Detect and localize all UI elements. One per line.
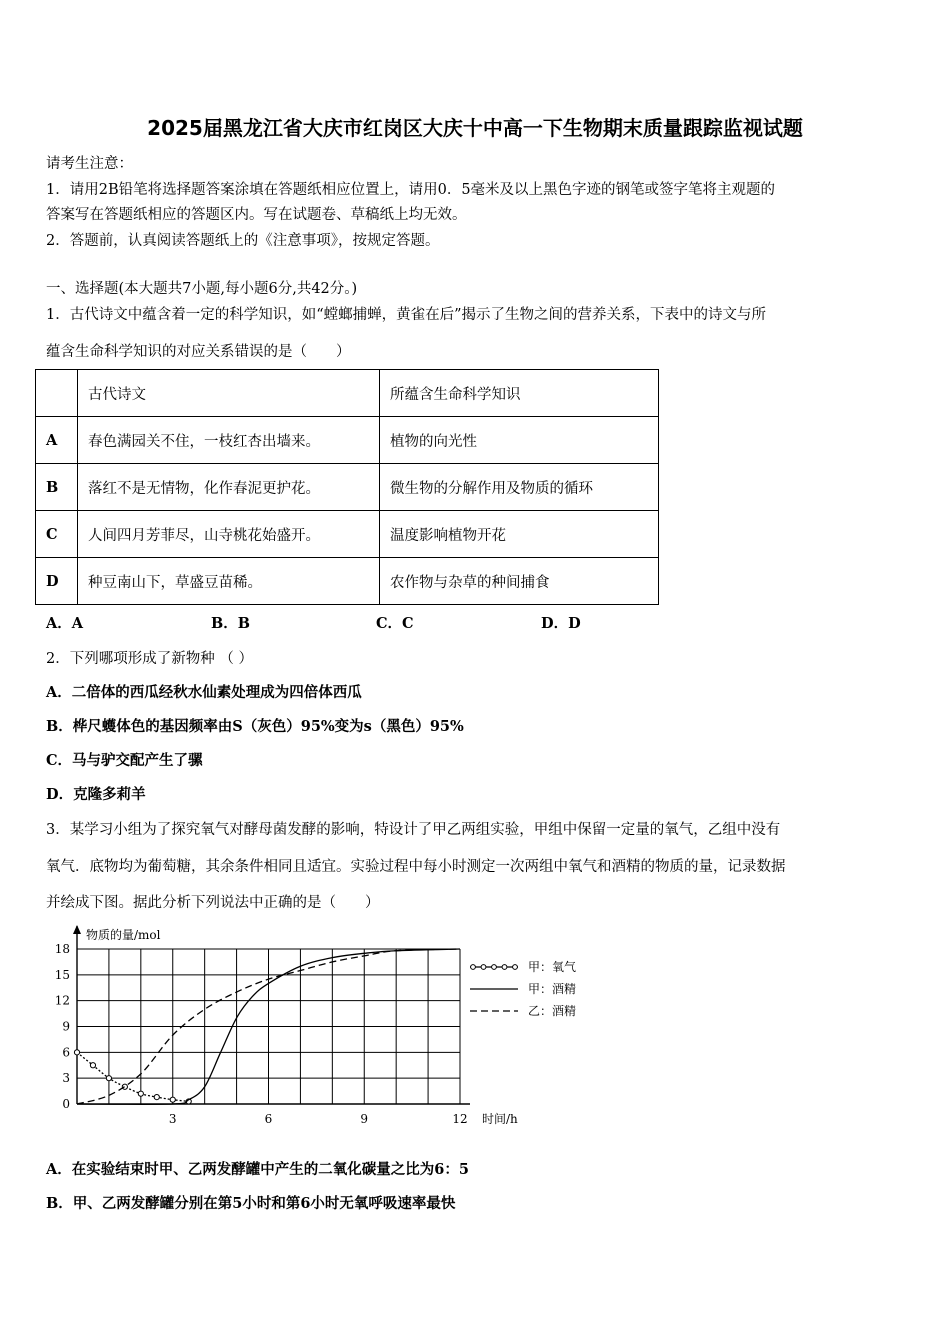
section-heading: 一、选择题(本大题共7小题,每小题6分,共42分。) (46, 281, 358, 297)
q3-stem-line-1: 3．某学习小组为了探究氧气对酵母菌发酵的影响，特设计了甲乙两组实验，甲组中保留一定量的氧气，乙组中没有 (46, 822, 781, 838)
data-point (170, 1097, 175, 1102)
y-tick-label: 9 (62, 1019, 70, 1034)
table-cell: A (36, 417, 78, 464)
y-tick-label: 12 (54, 993, 70, 1008)
table-cell: B (36, 464, 78, 511)
x-tick-label: 6 (264, 1112, 273, 1126)
table-header-row (36, 370, 659, 417)
data-point (138, 1091, 143, 1096)
table-row (36, 417, 659, 464)
q1-table (35, 369, 659, 605)
y-tick-label: 3 (62, 1071, 70, 1086)
table-row (36, 558, 659, 605)
table-cell (36, 370, 78, 417)
y-tick-label: 15 (54, 967, 70, 982)
notice-item-1-line-2: 答案写在答题纸相应的答题区内。写在试题卷、草稿纸上均无效。 (46, 207, 467, 223)
q2-option-c[interactable]: C．马与驴交配产生了骡 (46, 752, 203, 769)
table-cell: 农作物与杂草的种间捕食 (380, 558, 659, 605)
data-point (106, 1076, 111, 1081)
q1-stem-line-2: 蕴含生命科学知识的对应关系错误的是（ ） (46, 344, 351, 360)
series-line-1 (77, 1052, 189, 1101)
legend-marker (513, 965, 518, 970)
table-row (36, 511, 659, 558)
y-tick-label: 6 (62, 1045, 70, 1060)
legend-label: 甲：氧气 (528, 960, 577, 974)
legend-label: 甲：酒精 (528, 982, 577, 996)
y-axis-arrow (73, 925, 81, 934)
q1-option-b[interactable]: B．B (211, 615, 251, 632)
notice-item-1-line-1: 1．请用2B铅笔将选择题答案涂填在答题纸相应位置上，请用0．5毫米及以上黑色字迹的钢笔或签字笔将主观题的 (46, 182, 776, 198)
q3-stem-line-3: 并绘成下图。据此分析下列说法中正确的是（ ） (46, 895, 380, 911)
table-cell: 植物的向光性 (380, 417, 659, 464)
q1-option-d[interactable]: D．D (541, 615, 581, 632)
legend-marker (492, 965, 497, 970)
table-cell: 种豆南山下，草盛豆苗稀。 (78, 558, 380, 605)
q1-stem-line-1: 1．古代诗文中蕴含着一定的科学知识，如“螳螂捕蝉，黄雀在后”揭示了生物之间的营养关系，下表中的诗文与所 (46, 307, 767, 323)
page-title: 2025届黑龙江省大庆市红岗区大庆十中高一下生物期末质量跟踪监视试题 (147, 116, 803, 140)
legend-marker (471, 965, 476, 970)
q3-line-chart (40, 920, 610, 1130)
notice-item-2: 2．答题前，认真阅读答题纸上的《注意事项》，按规定答题。 (46, 233, 440, 249)
table-row (36, 464, 659, 511)
q3-stem-line-2: 氧气．底物均为葡萄糖，其余条件相同且适宜。实验过程中每小时测定一次两组中氧气和酒精的物质的量，记录数据 (46, 859, 786, 875)
y-axis-label: 物质的量/mol (86, 928, 161, 942)
q3-option-b[interactable]: B．甲、乙两发酵罐分别在第5小时和第6小时无氧呼吸速率最快 (46, 1195, 456, 1212)
table-cell: 春色满园关不住，一枝红杏出墙来。 (78, 417, 380, 464)
table-cell: D (36, 558, 78, 605)
x-tick-label: 9 (360, 1112, 369, 1126)
q3-option-a[interactable]: A．在实验结束时甲、乙两发酵罐中产生的二氧化碳量之比为6：5 (46, 1161, 469, 1178)
table-cell: 微生物的分解作用及物质的循环 (380, 464, 659, 511)
table-cell: C (36, 511, 78, 558)
notice-heading: 请考生注意： (46, 156, 133, 172)
table-header-cell: 所蕴含生命科学知识 (380, 370, 659, 417)
data-point (90, 1063, 95, 1068)
y-tick-label: 0 (62, 1097, 70, 1111)
q2-option-a[interactable]: A．二倍体的西瓜经秋水仙素处理成为四倍体西瓜 (46, 684, 362, 701)
x-axis-label: 时间/h (482, 1112, 518, 1126)
x-tick-label: 3 (168, 1112, 177, 1126)
data-point (154, 1095, 159, 1100)
q1-option-c[interactable]: C．C (376, 615, 414, 632)
q2-stem: 2．下列哪项形成了新物种 （ ） (46, 651, 253, 667)
data-point (74, 1050, 79, 1055)
q2-option-d[interactable]: D．克隆多莉羊 (46, 786, 146, 803)
table-header-cell: 古代诗文 (78, 370, 380, 417)
legend-marker (481, 965, 486, 970)
data-point (122, 1084, 127, 1089)
y-tick-label: 18 (54, 942, 70, 956)
legend-label: 乙：酒精 (528, 1004, 577, 1018)
table-cell: 温度影响植物开花 (380, 511, 659, 558)
q1-option-a[interactable]: A．A (46, 615, 84, 632)
table-cell: 人间四月芳菲尽，山寺桃花始盛开。 (78, 511, 380, 558)
table-cell: 落红不是无情物，化作春泥更护花。 (78, 464, 380, 511)
q2-option-b[interactable]: B．桦尺蠖体色的基因频率由S（灰色）95%变为s（黑色）95% (46, 718, 464, 735)
legend-marker (502, 965, 507, 970)
x-tick-label: 12 (452, 1112, 468, 1126)
